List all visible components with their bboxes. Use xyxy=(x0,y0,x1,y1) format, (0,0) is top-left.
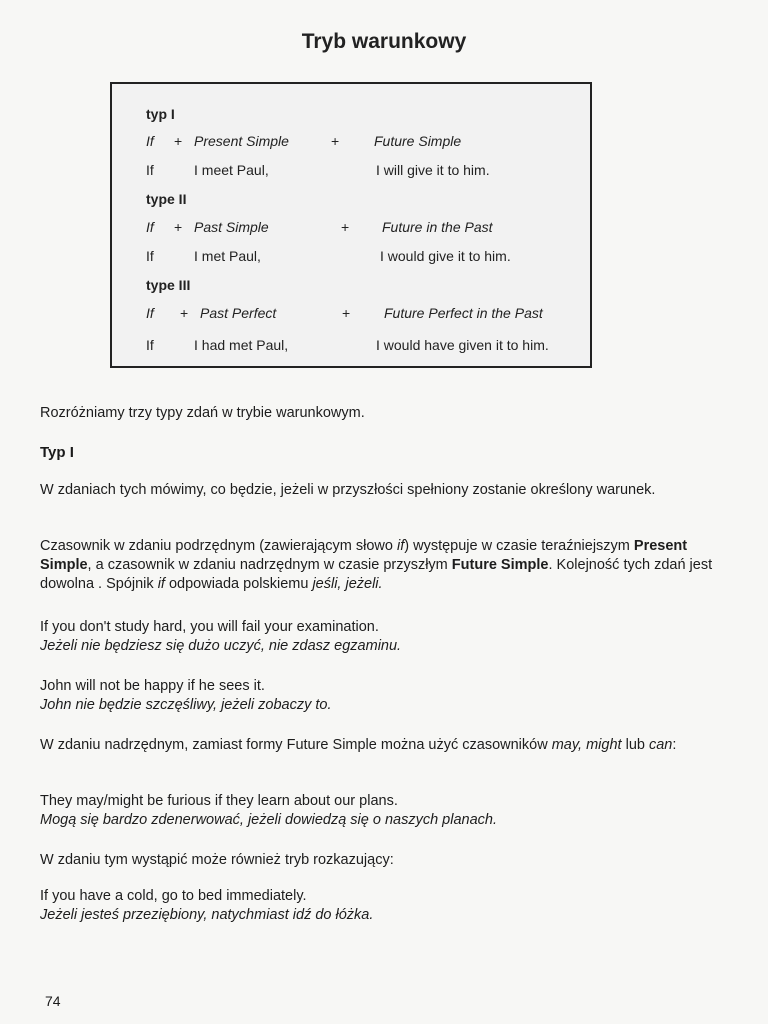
example-1-en: If you don't study hard, you will fail your examination. xyxy=(40,619,379,635)
example-2-pl: John nie będzie szczęśliwy, jeżeli zobaczy to. xyxy=(40,697,332,713)
type1-formula-if: If xyxy=(146,133,154,149)
type3-example-if: If xyxy=(146,337,154,353)
example-4-en: If you have a cold, go to bed immediately. xyxy=(40,888,307,904)
page-number: 74 xyxy=(45,993,61,1009)
page-title: Tryb warunkowy xyxy=(301,30,467,53)
section-heading-typ1: Typ I xyxy=(40,444,74,461)
type2-formula-plus: + xyxy=(174,219,183,235)
type3-formula-result: Future Perfect in the Past xyxy=(384,305,543,321)
type3-formula-plus: + xyxy=(180,305,189,321)
type1-formula-clause: Present Simple xyxy=(194,133,289,149)
intro-paragraph: Rozróżniamy trzy typy zdań w trybie warunkowym. xyxy=(40,405,365,421)
type2-example-result: I would give it to him. xyxy=(380,248,511,264)
type2-example-clause: I met Paul, xyxy=(194,248,261,264)
type1-heading: typ I xyxy=(146,106,175,122)
paragraph-2: Czasownik w zdaniu podrzędnym (zawierającym słowo if) występuje w czasie teraźniejszym Present Simple, a czasownik w zdaniu nadrzędnym w czasie przyszłym Future Simple. Kolejność tych zdań jest dowolna . Spójnik if odpowiada polskiemu jeśli, jeżeli. xyxy=(40,538,713,592)
type3-formula-clause: Past Perfect xyxy=(200,305,277,321)
example-1-pl: Jeżeli nie będziesz się dużo uczyć, nie zdasz egzaminu. xyxy=(40,638,402,654)
type2-formula-clause: Past Simple xyxy=(194,219,269,235)
example-2-en: John will not be happy if he sees it. xyxy=(40,678,265,694)
type3-formula-plus2: + xyxy=(342,305,351,321)
type2-formula-result: Future in the Past xyxy=(382,219,493,235)
type1-example-clause: I meet Paul, xyxy=(194,162,269,178)
example-3-pl: Mogą się bardzo zdenerwować, jeżeli dowiedzą się o naszych planach. xyxy=(40,812,498,828)
type2-heading: type II xyxy=(146,191,187,207)
type1-example-result: I will give it to him. xyxy=(376,162,490,178)
type1-formula-plus2: + xyxy=(331,133,340,149)
paragraph-3: W zdaniu nadrzędnym, zamiast formy Future Simple można użyć czasowników may, might lub can: xyxy=(40,737,677,753)
type3-example-result: I would have given it to him. xyxy=(376,337,549,353)
paragraph-4: W zdaniu tym wystąpić może również tryb rozkazujący: xyxy=(40,852,394,868)
type3-example-clause: I had met Paul, xyxy=(194,337,289,353)
example-3-en: They may/might be furious if they learn about our plans. xyxy=(40,793,398,809)
type1-formula-result: Future Simple xyxy=(374,133,462,149)
type2-formula-if: If xyxy=(146,219,154,235)
type2-example-if: If xyxy=(146,248,154,264)
type3-heading: type III xyxy=(146,277,191,293)
type1-example-if: If xyxy=(146,162,154,178)
paragraph-1: W zdaniach tych mówimy, co będzie, jeżeli w przyszłości spełniony zostanie określony warunek. xyxy=(40,482,656,498)
type3-formula-if: If xyxy=(146,305,154,321)
type1-formula-plus: + xyxy=(174,133,183,149)
type2-formula-plus2: + xyxy=(341,219,350,235)
conditional-rules-box xyxy=(110,82,592,368)
example-4-pl: Jeżeli jesteś przeziębiony, natychmiast idź do łóżka. xyxy=(40,907,374,923)
